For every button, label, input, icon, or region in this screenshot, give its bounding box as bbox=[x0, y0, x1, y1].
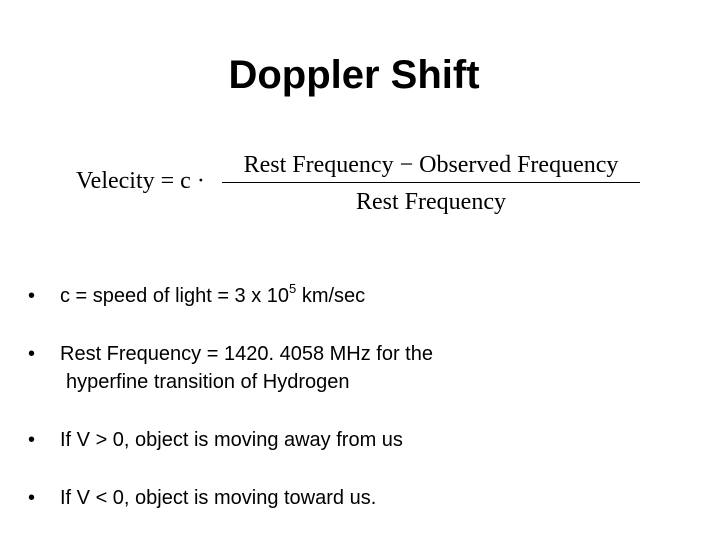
bullet-mark: • bbox=[28, 487, 36, 509]
doppler-formula bbox=[76, 150, 656, 230]
formula-denominator: Rest Frequency bbox=[356, 189, 506, 215]
bullet-text bbox=[60, 282, 365, 310]
slide-title: Doppler Shift bbox=[228, 53, 480, 97]
bullet-mark: • bbox=[28, 343, 36, 365]
bullet-text-prefix: c = speed of light = 3 x 10 bbox=[60, 285, 290, 307]
formula-lhs: Velecity = c · bbox=[76, 168, 205, 194]
bullet-text-suffix: km/sec bbox=[296, 285, 366, 307]
formula-numerator: Rest Frequency − Observed Frequency bbox=[243, 152, 619, 178]
bullet-text: If V > 0, object is moving away from us bbox=[60, 429, 403, 451]
fraction-bar bbox=[222, 182, 640, 183]
exponent: 5 bbox=[289, 281, 297, 296]
bullet-text-line1: Rest Frequency = 1420. 4058 MHz for the bbox=[60, 343, 433, 365]
formula-fraction bbox=[222, 150, 640, 217]
bullet-text-line2: hyperfine transition of Hydrogen bbox=[66, 371, 350, 393]
bullet-text: If V < 0, object is moving toward us. bbox=[60, 487, 377, 509]
bullet-mark: • bbox=[28, 285, 36, 307]
bullet-mark: • bbox=[28, 429, 36, 451]
